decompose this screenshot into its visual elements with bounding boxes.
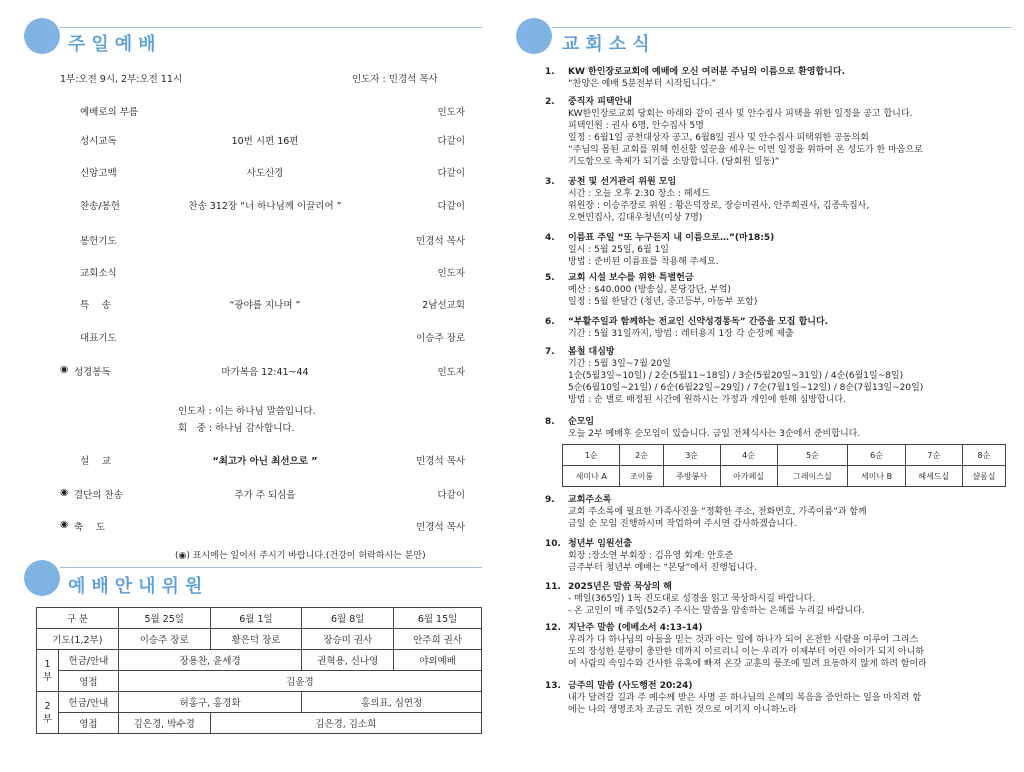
sun-header: 5순	[777, 445, 848, 466]
news-line: 오현민집사, 김대우청년(이상 7명)	[568, 213, 703, 223]
news-number: 13.	[545, 681, 561, 691]
order-person: 민경석 목사	[416, 236, 465, 247]
guide-cell: 이승주 장로	[118, 629, 210, 650]
news-heading: 공천 및 선거관리 위원 모임	[568, 177, 677, 187]
news-body	[568, 622, 1013, 670]
news-number: 10.	[545, 539, 561, 549]
service-times: 1부:오전 9시, 2부:오전 11시	[60, 74, 183, 85]
news-line: 기간 : 5월 3일~7월 20일	[568, 359, 671, 369]
section-circle-guide	[24, 560, 60, 596]
guide-header: 6월 8일	[302, 608, 394, 629]
table-row	[37, 629, 482, 650]
standing-mark: ◉	[60, 519, 69, 530]
news-line: 5순(6월10일~21일) / 6순(6월22일~29일) / 7순(7월1일~12일) / 8순(7월13일~20일)	[568, 383, 924, 393]
news-body	[568, 416, 1013, 440]
news-body	[568, 680, 1013, 716]
order-person: 민경석 목사	[416, 456, 465, 467]
news-body	[568, 96, 1013, 168]
guide-header: 구 분	[37, 608, 119, 629]
guide-table	[36, 607, 482, 734]
news-number: 4.	[545, 233, 555, 243]
news-body	[568, 316, 1013, 340]
news-line: 기간 : 5월 31일까지, 방법 : 레터용지 1장 각 순장께 제출	[568, 329, 794, 339]
news-heading: 지난주 말씀 (에베소서 4:13-14)	[568, 623, 703, 633]
worship-order-row	[60, 519, 470, 539]
guide-header: 6월 1일	[210, 608, 302, 629]
worship-order-row	[60, 265, 470, 285]
sun-header: 2순	[620, 445, 663, 466]
standing-mark: ◉	[60, 487, 69, 498]
order-label: 신앙고백	[80, 168, 117, 179]
news-body	[568, 581, 1013, 617]
news-heading: 중직자 피택안내	[568, 97, 632, 107]
worship-order-row	[60, 487, 470, 507]
news-line: 일정 : 6월1일 공천대상자 공고, 6월8일 권사 및 안수집사 피택위한 공동의회	[568, 133, 869, 143]
sun-header: 7순	[905, 445, 962, 466]
table-row	[37, 692, 482, 713]
news-heading: 이름표 주일 “또 누구든지 내 이름으로…”(마18:5)	[568, 233, 775, 243]
sun-place: 세미나 B	[848, 466, 906, 487]
order-person: 2남선교회	[422, 300, 465, 311]
news-line: 내가 달려갈 길과 주 예수께 받은 사명 곧 하나님의 은혜의 복음을 증언하는 일을 마치려 함	[568, 693, 922, 703]
news-body	[568, 346, 1013, 406]
news-heading: 교회주소록	[568, 495, 612, 505]
news-heading: “부활주일과 함께하는 전교인 신약성경통독” 간증을 모집 합니다.	[568, 317, 829, 327]
worship-order-row	[60, 104, 470, 124]
guide-cell: 권혁용, 신나영	[302, 650, 394, 671]
guide-cell: 안주희 권사	[394, 629, 482, 650]
worship-order-row	[60, 330, 470, 350]
news-body	[568, 494, 1013, 530]
news-body	[568, 538, 1013, 574]
worship-order-row	[60, 297, 470, 317]
order-person: 다같이	[437, 490, 465, 501]
news-heading: 순모임	[568, 417, 595, 427]
section-circle-news	[516, 18, 552, 54]
news-line: 도의 장성한 분량이 충만한 데까지 이르리니 이는 우리가 이제부터 어린 아이가 되지 아니하	[568, 647, 925, 657]
guide-cell: 김은경, 박수경	[118, 713, 210, 734]
order-label: 교회소식	[80, 268, 117, 279]
table-row	[37, 608, 482, 629]
news-number: 7.	[545, 347, 555, 357]
news-line: 에는 나의 생명조차 조금도 귀한 것으로 여기지 아니하노라	[568, 705, 797, 715]
news-number: 8.	[545, 417, 555, 427]
news-line: 금일 순 모임 진행하시며 작업하여 주시면 감사하겠습니다.	[568, 519, 797, 529]
guide-cell: 헌금/안내	[58, 692, 118, 713]
news-heading: 2025년은 말씀 묵상의 해	[568, 582, 673, 592]
news-body	[568, 66, 1013, 90]
order-content: 마가복음 12:41~44	[221, 367, 309, 378]
sun-place: 그레이스실	[777, 466, 848, 487]
order-person: 인도자	[437, 107, 465, 118]
order-person: 다같이	[437, 136, 465, 147]
response-leader: 인도자 : 이는 하나님 말씀입니다.	[178, 406, 316, 417]
news-divider	[552, 27, 1012, 28]
guide-title: 예배안내위원	[68, 576, 209, 597]
section-circle-worship	[24, 18, 60, 54]
sun-place: 아가페실	[720, 466, 777, 487]
guide-cell: 영접	[58, 671, 118, 692]
news-line: 일정 : 5월 한달간 (청년, 중고등부, 아동부 포함)	[568, 297, 758, 307]
guide-part-2: 2 부	[37, 692, 59, 734]
worship-order-row	[60, 133, 470, 153]
table-row	[563, 466, 1006, 487]
sun-place: 주방봉사	[663, 466, 720, 487]
guide-cell: 허홍구, 홍경화	[118, 692, 302, 713]
worship-order-row	[60, 453, 470, 473]
order-content: “최고가 아닌 최선으로 ”	[212, 456, 318, 467]
news-body	[568, 232, 1013, 268]
guide-header: 6월 15일	[394, 608, 482, 629]
guide-cell: 김은경, 김소희	[210, 713, 481, 734]
news-line: KW한인장로교회 당회는 아래와 같이 권사 및 안수집사 피택을 위한 일정을 공고 합니다.	[568, 109, 913, 119]
service-leader: 인도자 : 민경석 목사	[352, 74, 438, 85]
news-line: 여 사람의 속임수와 간사한 유혹에 빠져 온갖 교훈의 풍조에 밀려 요동하지 않게 하려 함이라	[568, 659, 927, 669]
order-label: 성시교독	[80, 136, 117, 147]
news-line: 교회 주소록에 필요한 가족사진을 “정확한 주소, 전화번호, 가족이름”과 함께	[568, 507, 867, 517]
news-number: 5.	[545, 273, 555, 283]
news-number: 2.	[545, 97, 555, 107]
table-row	[37, 650, 482, 671]
news-heading: 금주의 말씀 (사도행전 20:24)	[568, 681, 693, 691]
news-line: 위원장 : 이승주장로 위원 : 황은덕장로, 장승미권사, 안주희권사, 김종욱집사,	[568, 201, 870, 211]
order-label: 예배로의 부름	[80, 107, 139, 118]
news-number: 11.	[545, 582, 561, 592]
order-label: 봉헌기도	[80, 236, 117, 247]
sun-header: 8순	[962, 445, 1005, 466]
guide-cell: 김윤경	[118, 671, 481, 692]
news-number: 12.	[545, 623, 561, 633]
worship-divider	[60, 27, 482, 28]
order-label: 성경봉독	[74, 367, 111, 378]
sun-table	[562, 444, 1006, 487]
news-line: - 매일(365일) 1독 진도대로 성경을 읽고 묵상하시길 바랍니다.	[568, 594, 816, 604]
order-person: 민경석 목사	[416, 522, 465, 533]
order-person: 인도자	[437, 268, 465, 279]
news-line: “주님의 몸된 교회를 위해 헌신할 일꾼을 세우는 이번 일정을 위하여 온 성도가 한 마음으로	[568, 145, 923, 155]
order-label: 특 송	[80, 300, 111, 311]
news-line: “찬양은 예배 5분전부터 시작됩니다.”	[568, 79, 717, 89]
news-line: 방법 : 준비된 이름표를 착용해 주세요.	[568, 257, 719, 267]
news-line: 1순(5월3일~10일) / 2순(5월11~18일) / 3순(5월20일~31일) / 4순(6월1일~8일)	[568, 371, 904, 381]
guide-cell: 장용찬, 윤세경	[118, 650, 302, 671]
worship-order-row	[60, 364, 470, 384]
guide-cell: 기도(1,2부)	[37, 629, 119, 650]
worship-order-row	[60, 165, 470, 185]
news-number: 3.	[545, 177, 555, 187]
standing-mark: ◉	[60, 364, 69, 375]
news-heading: 청년부 임원선출	[568, 539, 632, 549]
sun-place: 헤세드실	[905, 466, 962, 487]
worship-order-row	[60, 198, 470, 218]
news-line: 시간 : 오늘 오후 2:30 장소 : 헤세드	[568, 189, 710, 199]
worship-order-row	[60, 233, 470, 253]
news-line: 예산 : $40.000 (방송실, 본당강단, 부엌)	[568, 285, 731, 295]
guide-divider	[60, 567, 482, 568]
news-line: 기도함으로 축제가 되기를 소망합니다. (당회원 일동)”	[568, 157, 780, 167]
news-number: 6.	[545, 317, 555, 327]
order-label: 대표기도	[80, 333, 117, 344]
news-title: 교회소식	[562, 34, 656, 55]
news-line: 오늘 2부 예배후 순모임이 있습니다. 금일 전체식사는 3순에서 준비합니다.	[568, 429, 861, 439]
order-person: 이승주 장로	[416, 333, 465, 344]
worship-title: 주일예배	[68, 34, 162, 55]
news-body	[568, 176, 1013, 224]
order-content: 10번 시편 16편	[231, 136, 299, 147]
sun-header: 1순	[563, 445, 620, 466]
sun-place: 세미나 A	[563, 466, 620, 487]
order-label: 결단의 찬송	[74, 490, 123, 501]
news-heading: 교회 시설 보수를 위한 특별헌금	[568, 273, 694, 283]
news-line: 금주부터 청년부 예배는 “본당”에서 진행됩니다.	[568, 563, 757, 573]
news-line: 우리가 다 하나님의 아들을 믿는 것과 아는 일에 하나가 되어 온전한 사람을 이루어 그리스	[568, 635, 919, 645]
order-content: “광야를 지나며 ”	[229, 300, 301, 311]
order-label: 설 교	[80, 456, 111, 467]
order-content: 사도신경	[246, 168, 284, 179]
order-content: 찬송 312장 “너 하나님께 이끌리어 ”	[188, 201, 342, 212]
response-congregation: 회 중 : 하나님 감사합니다.	[178, 423, 295, 434]
guide-part-1: 1 부	[37, 650, 59, 692]
guide-cell: 장승미 권사	[302, 629, 394, 650]
order-label: 축 도	[74, 522, 105, 533]
news-body	[568, 272, 1013, 308]
sun-header: 3순	[663, 445, 720, 466]
order-person: 다같이	[437, 201, 465, 212]
order-person: 다같이	[437, 168, 465, 179]
guide-cell: 야외예배	[394, 650, 482, 671]
news-line: 방법 : 순 별로 배정된 시간에 원하시는 가정과 개인에 한해 심방합니다.	[568, 395, 846, 405]
news-heading: KW 한인장로교회에 예배에 오신 여러분 주님의 이름으로 환영합니다.	[568, 67, 845, 77]
sun-header: 6순	[848, 445, 906, 466]
guide-header: 5월 25일	[118, 608, 210, 629]
sun-place: 조이룸	[620, 466, 663, 487]
guide-cell: 황은덕 장로	[210, 629, 302, 650]
standing-note: (◉) 표시에는 일어서 주시기 바랍니다.(건강이 허락하시는 분만)	[175, 551, 426, 561]
order-content: 주가 주 되심을	[234, 490, 296, 501]
order-person: 인도자	[437, 367, 465, 378]
news-number: 1.	[545, 67, 555, 77]
news-heading: 봄철 대심방	[568, 347, 615, 357]
sun-header: 4순	[720, 445, 777, 466]
news-line: - 온 교인이 매 주일(52주) 주시는 말씀을 암송하는 은혜를 누리길 바랍니다.	[568, 606, 865, 616]
guide-cell: 헌금/안내	[58, 650, 118, 671]
news-line: 일시 : 5월 25일, 6월 1일	[568, 245, 669, 255]
news-line: 피택인원 : 권사 6명, 안수집사 5명	[568, 121, 704, 131]
order-label: 찬송/봉헌	[80, 201, 120, 212]
table-row	[37, 671, 482, 692]
news-line: 회장 :장소연 부회장 : 김유영 회계: 안호준	[568, 551, 734, 561]
table-row	[563, 445, 1006, 466]
sun-place: 샬롬실	[962, 466, 1005, 487]
guide-cell: 홍의표, 심연정	[302, 692, 482, 713]
guide-cell: 영접	[58, 713, 118, 734]
news-number: 9.	[545, 495, 555, 505]
table-row	[37, 713, 482, 734]
